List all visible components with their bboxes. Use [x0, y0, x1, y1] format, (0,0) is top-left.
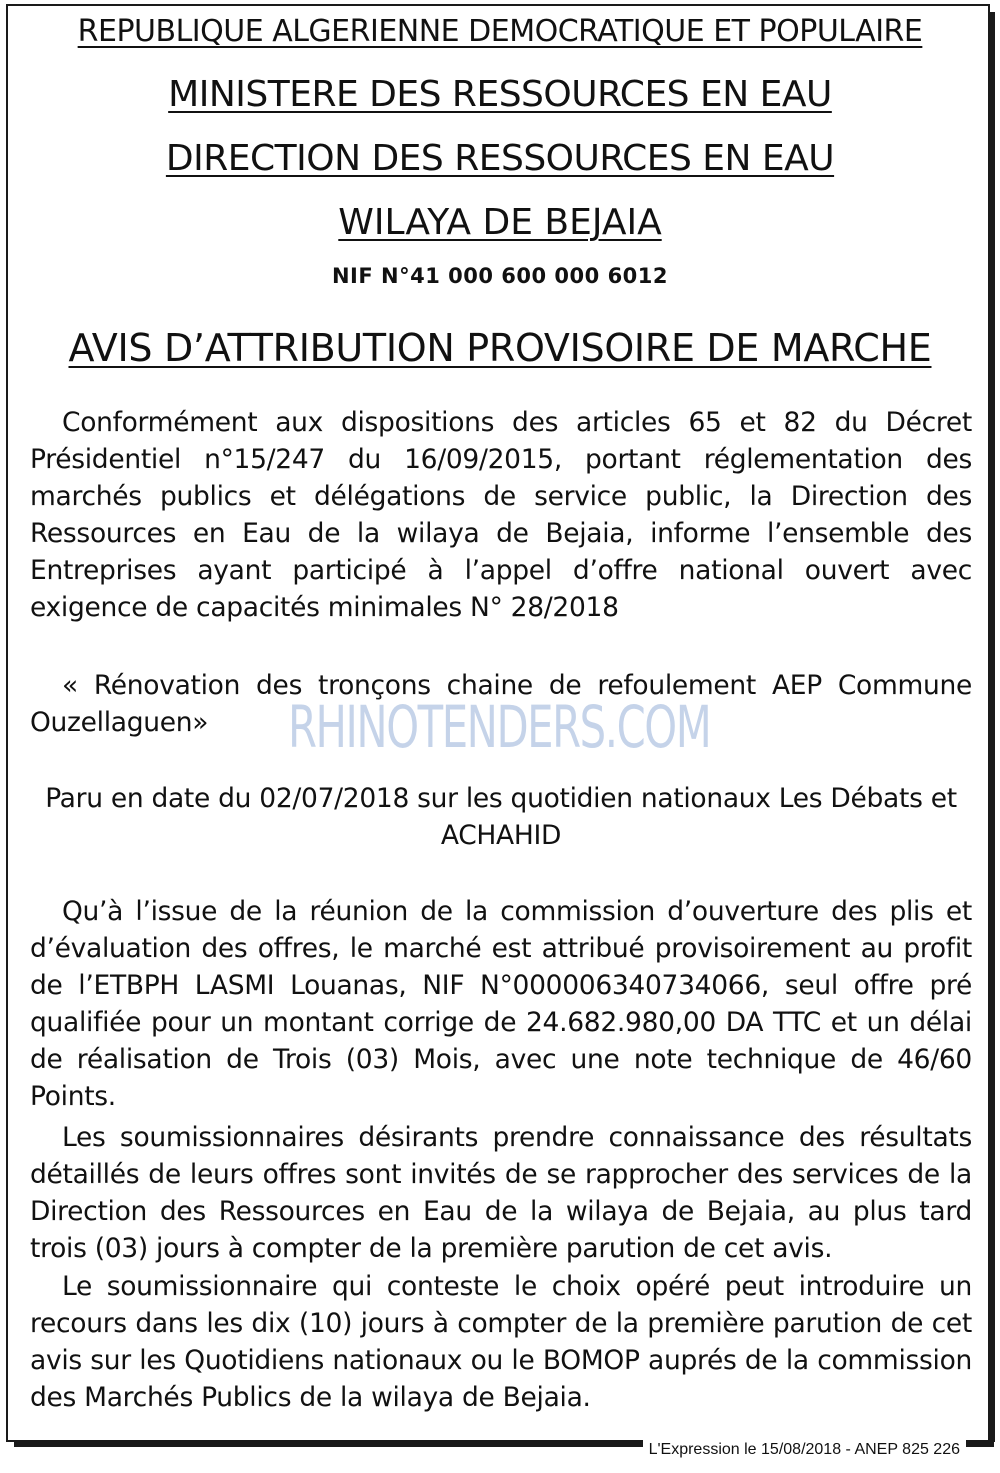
publication-footer: L'Expression le 15/08/2018 - ANEP 825 226: [643, 1439, 966, 1461]
paragraph-decree: Conformément aux dispositions des articles 65 et 82 du Décret Présidentiel n°15/247 du 16/09/2015, portant réglementation des marchés publics et délégations de service public, la Direction des Ressources en Eau de la wilaya de Bejaia, informe l’ensemble des Entreprises ayant participé à l’appel d’offre national ouvert avec exigence de capacités minimales N° 28/2018: [30, 407, 972, 623]
paragraph-award: Qu’à l’issue de la réunion de la commission d’ouverture des plis et d’évaluation des offres, le marché est attribué provisoirement au profit de l’ETBPH LASMI Louanas, NIF N°000006340734066, seul offre pré qualifiée pour un montant corrige de 24.682.980,00 DA TTC et un délai de réalisation de Trois (03) Mois, avec une note technique de 46/60 Points.: [30, 896, 972, 1112]
paragraph-results: Les soumissionnaires désirants prendre connaissance des résultats détaillés de leurs offres sont invités de se rapprocher des services de la Direction des Ressources en Eau de la wilaya de Bejaia, au plus tard trois (03) jours à compter de la première parution de cet avis.: [30, 1122, 972, 1264]
paragraph-project: « Rénovation des tronçons chaine de refoulement AEP Commune Ouzellaguen»: [30, 670, 972, 738]
watermark: RHINOTENDERS.COM: [287, 693, 711, 761]
wilaya-heading: WILAYA DE BEJAIA: [338, 202, 662, 243]
country-heading: REPUBLIQUE ALGERIENNE DEMOCRATIQUE ET POPULAIRE: [77, 14, 923, 49]
paragraph-appeal: Le soumissionnaire qui conteste le choix opéré peut introduire un recours dans les dix (10) jours à compter de la première parution de cet avis sur les Quotidiens nationaux ou le BOMOP auprés de la commission des Marchés Publics de la wilaya de Bejaia.: [30, 1271, 972, 1413]
nif-line: NIF N°41 000 600 000 6012: [331, 264, 669, 288]
paragraph-publication: Paru en date du 02/07/2018 sur les quotidien nationaux Les Débats et ACHAHID: [45, 783, 957, 851]
notice-title: AVIS D’ATTRIBUTION PROVISOIRE DE MARCHE: [68, 326, 932, 370]
ministry-heading: MINISTERE DES RESSOURCES EN EAU: [168, 74, 832, 115]
direction-heading: DIRECTION DES RESSOURCES EN EAU: [165, 138, 835, 179]
